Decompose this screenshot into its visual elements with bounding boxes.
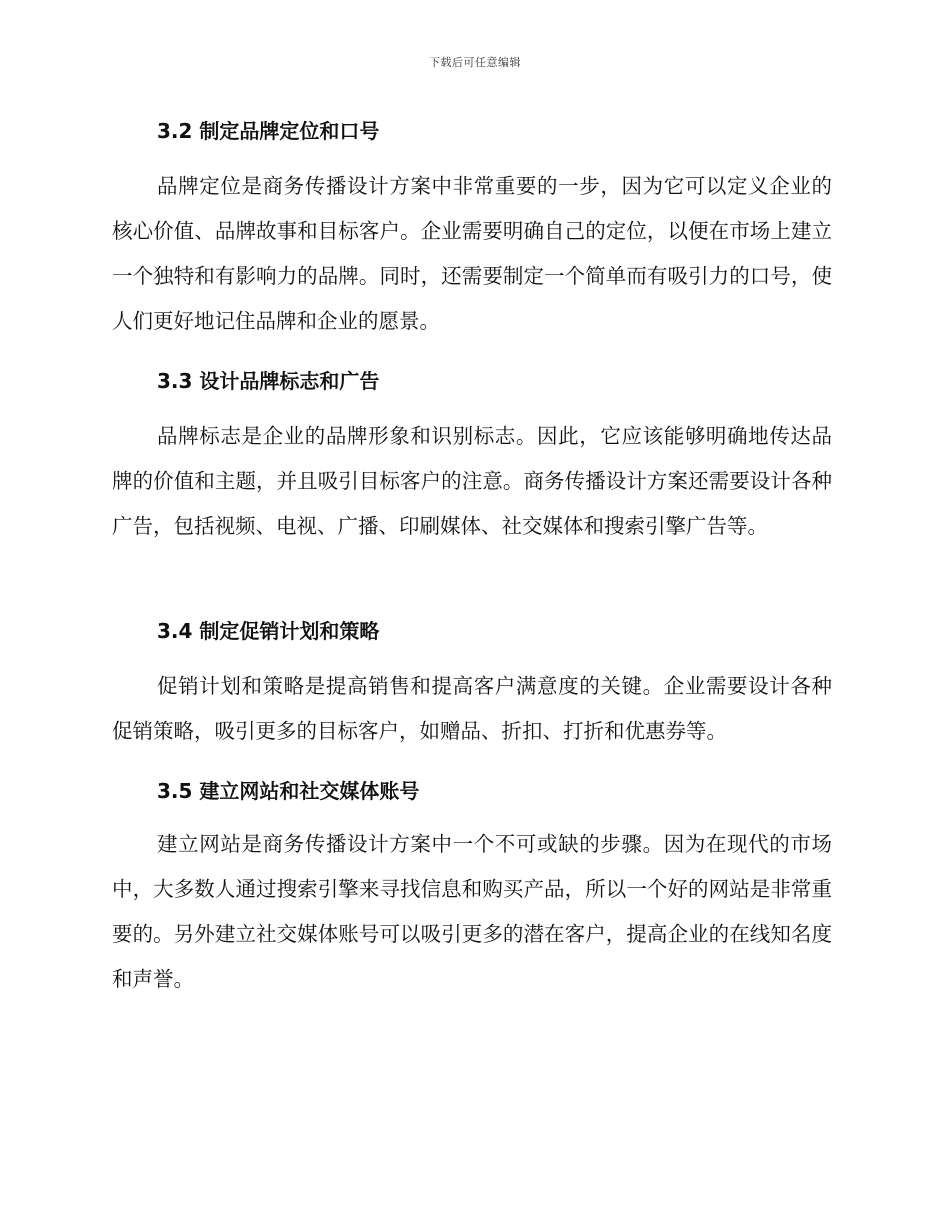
- section-paragraph-3-5: 建立网站是商务传播设计方案中一个不可或缺的步骤。因为在现代的市场中，大多数人通过搜索引擎来寻找信息和购买产品，所以一个好的网站是非常重要的。另外建立社交媒体账号可以吸引更多的潜在客户，提高企业的在线知名度和声誉。: [112, 832, 832, 991]
- section-heading-3-3: 3.3 设计品牌标志和广告: [157, 369, 380, 393]
- section-heading-3-5: 3.5 建立网站和社交媒体账号: [157, 779, 420, 803]
- page-header: 下载后可任意编辑: [429, 56, 521, 69]
- section-paragraph-3-4: 促销计划和策略是提高销售和提高客户满意度的关键。企业需要设计各种促销策略，吸引更多的目标客户，如赠品、折扣、打折和优惠券等。: [112, 674, 832, 743]
- section-heading-3-2: 3.2 制定品牌定位和口号: [157, 119, 380, 143]
- section-paragraph-3-3: 品牌标志是企业的品牌形象和识别标志。因此，它应该能够明确地传达品牌的价值和主题，并且吸引目标客户的注意。商务传播设计方案还需要设计各种广告，包括视频、电视、广播、印刷媒体、社交媒体和搜索引擎广告等。: [112, 424, 832, 538]
- section-paragraph-3-2: 品牌定位是商务传播设计方案中非常重要的一步，因为它可以定义企业的核心价值、品牌故事和目标客户。企业需要明确自己的定位，以便在市场上建立一个独特和有影响力的品牌。同时，还需要制定一个简单而有吸引力的口号，使人们更好地记住品牌和企业的愿景。: [112, 174, 832, 333]
- section-heading-3-4: 3.4 制定促销计划和策略: [157, 619, 380, 643]
